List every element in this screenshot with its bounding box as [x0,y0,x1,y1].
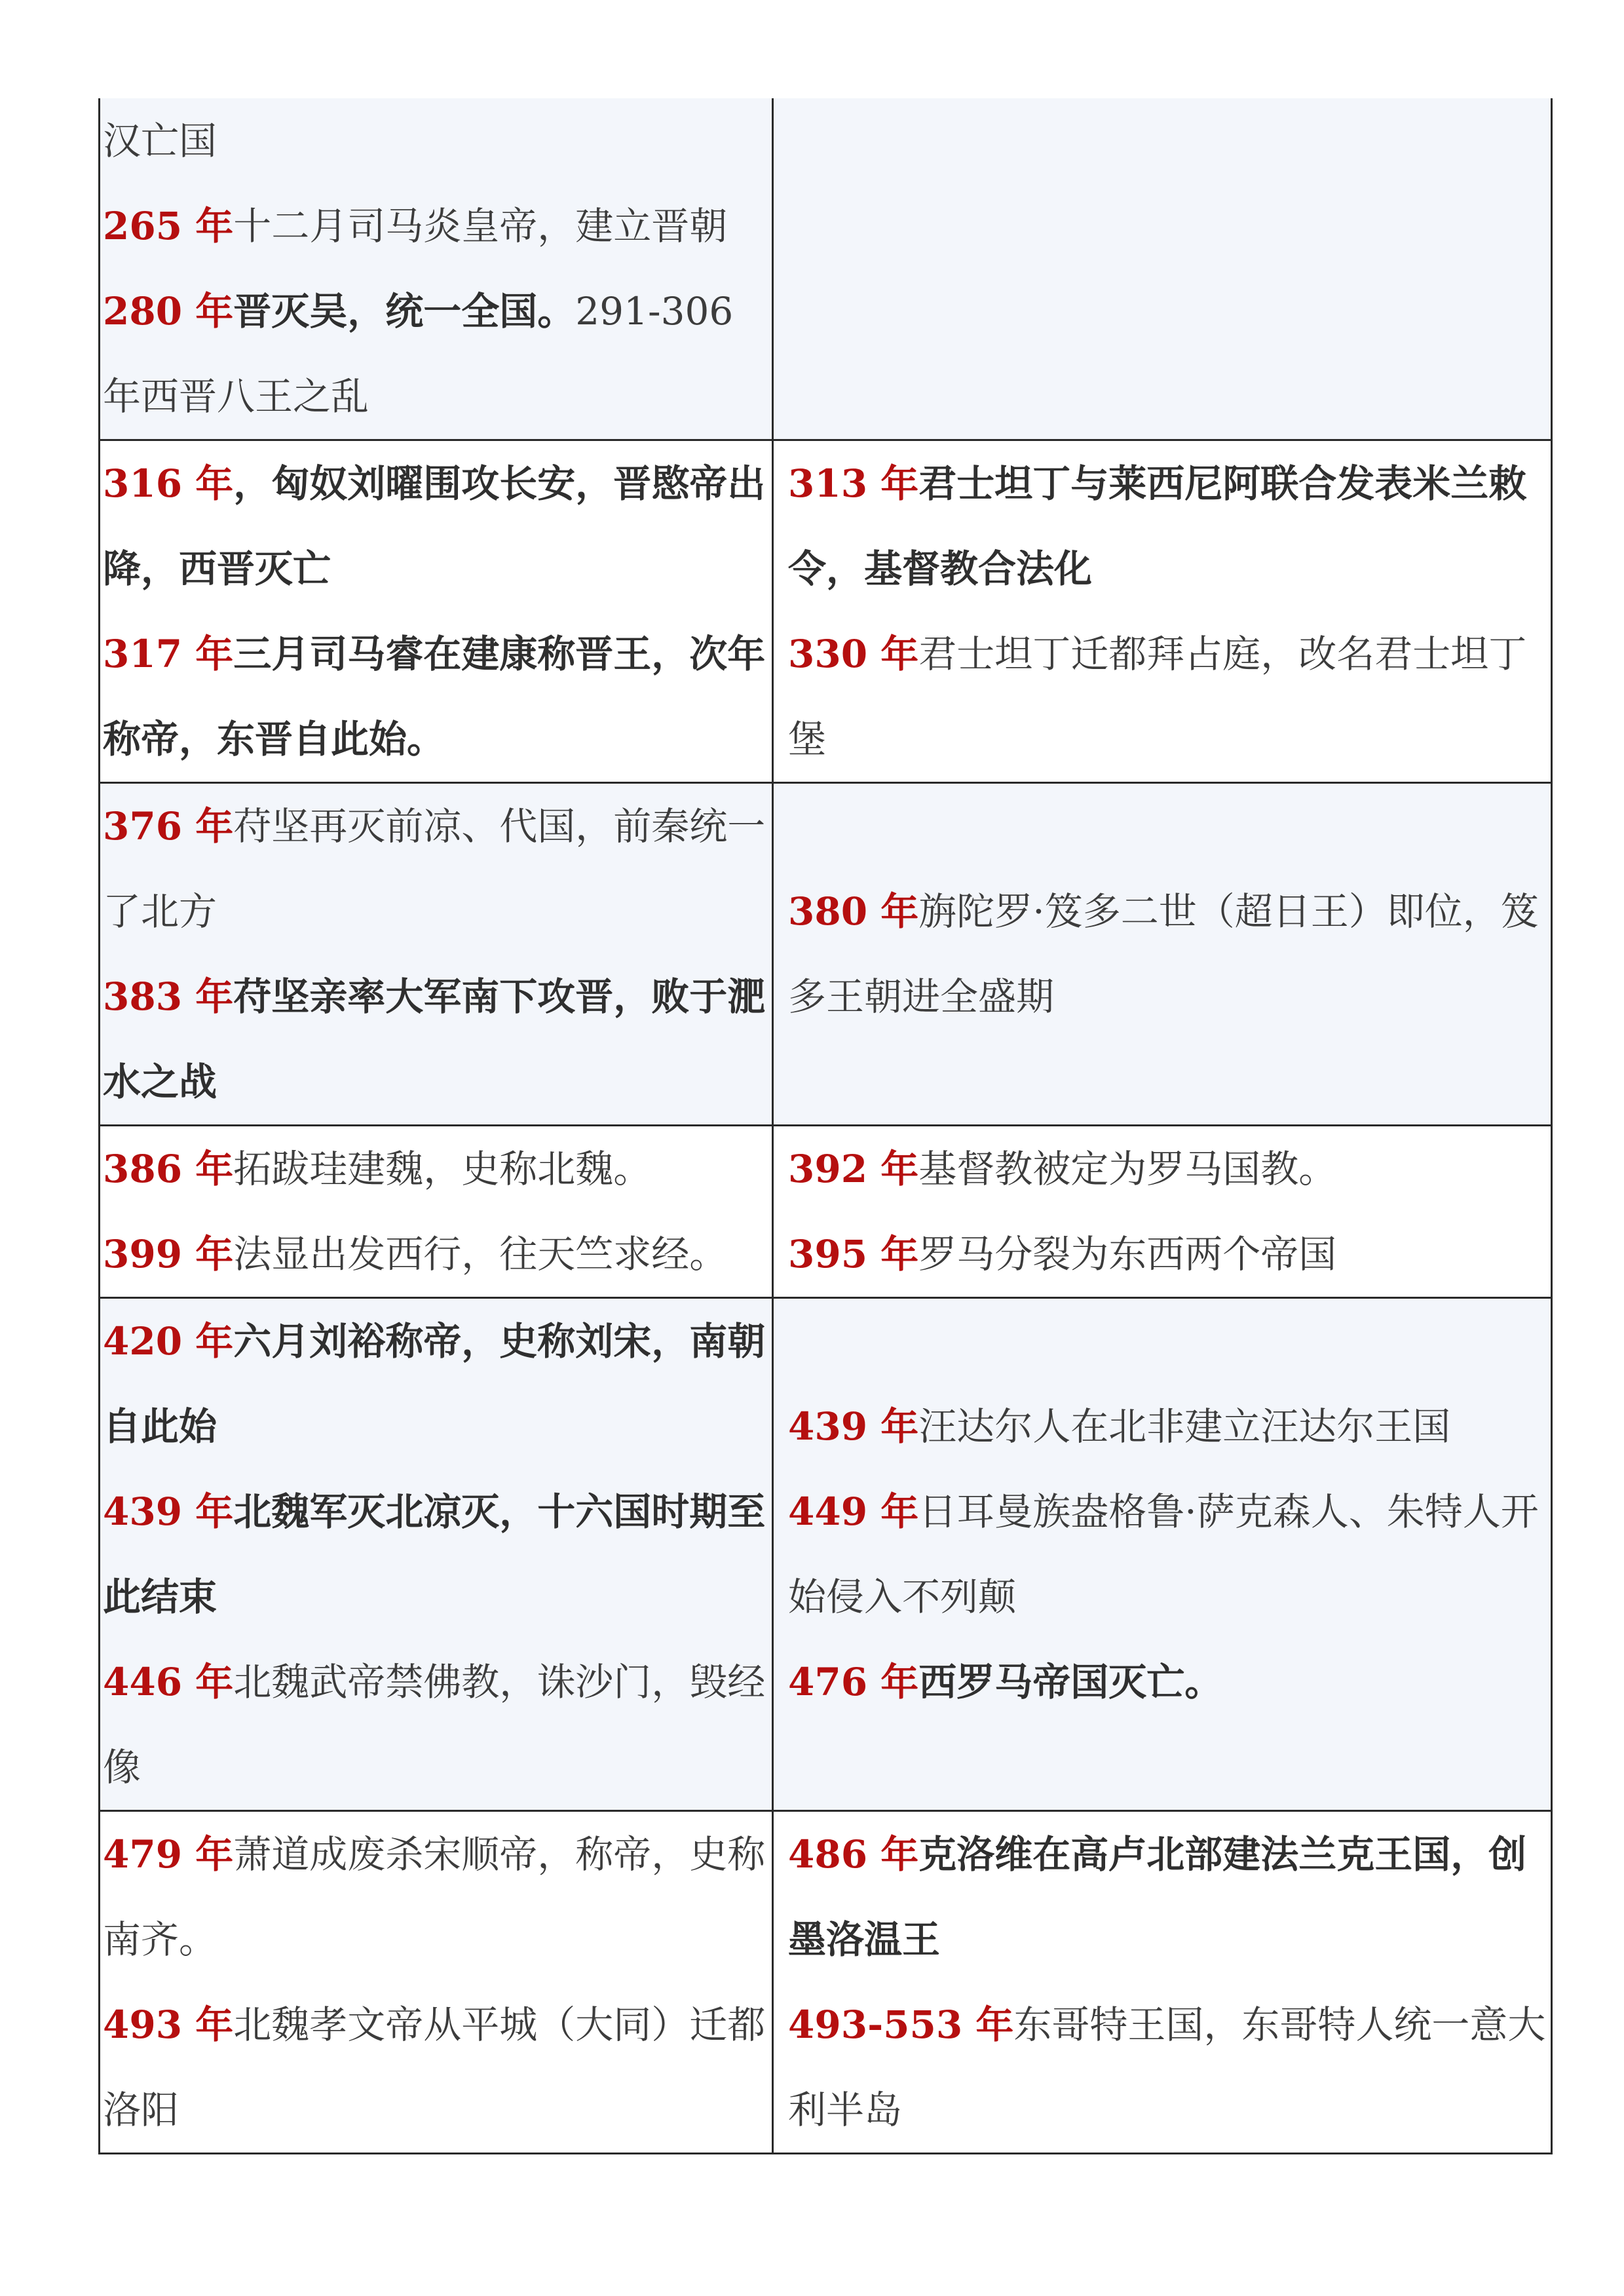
timeline-entry [103,1299,769,1469]
year-label: 493 年 [103,2002,234,2047]
year-label: 446 年 [103,1660,234,1704]
event-text: 晋灭吴，统一全国。 [233,289,576,334]
event-text: 拓跋珪建魏，史称北魏。 [233,1147,652,1191]
table-row [100,1126,1552,1298]
year-label: 439 年 [788,1404,919,1449]
event-text: 北魏武帝禁佛教，诛沙门，毁经像 [103,1660,766,1789]
event-text: 汉亡国 [103,119,217,163]
timeline-entry [103,1982,769,2152]
year-label: 380 年 [788,889,919,934]
event-text: 三月司马睿在建康称晋王，次年称帝，东晋自此始。 [103,632,766,761]
event-text: 汪达尔人在北非建立汪达尔王国 [918,1404,1451,1449]
timeline-entry [788,1982,1548,2152]
left-cell [100,98,773,440]
event-text: 萧道成废杀宋顺帝，称帝，史称南齐。 [103,1832,766,1962]
event-text: 苻坚再灭前凉、代国，前秦统一了北方 [103,804,766,934]
table-body [100,98,1552,2154]
left-cell [100,440,773,783]
timeline-entry [103,1126,769,1212]
right-cell [773,1811,1552,2154]
year-label: 439 年 [103,1489,234,1534]
event-text: 东哥特王国，东哥特人统一意大利半岛 [788,2002,1546,2132]
timeline-entry [788,441,1548,611]
year-label: 486 年 [788,1832,919,1877]
event-tail-text: 291-306 年西晋八王之乱 [103,289,734,419]
event-text: ，匈奴刘曜围攻长安，晋愍帝出降，西晋灭亡 [103,461,766,591]
event-text: 克洛维在高卢北部建法兰克王国，创墨洛温王 [788,1832,1527,1962]
left-cell [100,783,773,1126]
year-label: 376 年 [103,804,234,849]
event-text: 君士坦丁与莱西尼阿联合发表米兰敕令，基督教合法化 [788,461,1527,591]
year-label: 330 年 [788,632,919,676]
year-label: 265 年 [103,204,234,248]
year-label: 386 年 [103,1147,234,1191]
timeline-entry [788,1812,1548,1982]
year-label: 399 年 [103,1232,234,1276]
left-cell [100,1126,773,1298]
timeline-entry [103,784,769,954]
year-label: 476 年 [788,1660,919,1704]
right-cell [773,783,1552,1126]
timeline-entry [103,1469,769,1639]
timeline-entry [103,1212,769,1297]
timeline-entry [103,1812,769,1982]
event-text: 法显出发西行，往天竺求经。 [233,1232,728,1276]
timeline-entry [103,441,769,611]
table-row [100,98,1552,440]
timeline-entry [103,183,769,269]
timeline-entry [103,611,769,782]
timeline-entry [788,1639,1548,1725]
timeline-entry [103,954,769,1124]
table-row [100,1298,1552,1811]
year-label: 316 年 [103,461,234,506]
year-label: 280 年 [103,289,234,334]
event-text: 十二月司马炎皇帝，建立晋朝 [233,204,728,248]
table-row [100,440,1552,783]
year-label: 420 年 [103,1319,234,1364]
timeline-entry [103,98,769,183]
year-label: 493-553 年 [788,2002,1014,2047]
timeline-entry [788,1212,1548,1297]
year-label: 395 年 [788,1232,919,1276]
table-row [100,1811,1552,2154]
year-label: 479 年 [103,1832,234,1877]
timeline-entry [103,1639,769,1810]
left-cell [100,1811,773,2154]
right-cell [773,98,1552,440]
event-text: 苻坚亲率大军南下攻晋，败于淝水之战 [103,974,766,1104]
left-cell [100,1298,773,1811]
event-text: 北魏军灭北凉灭，十六国时期至此结束 [103,1489,766,1619]
right-cell [773,1298,1552,1811]
timeline-entry [788,869,1548,1039]
event-text: 六月刘裕称帝，史称刘宋，南朝自此始 [103,1319,766,1449]
event-text: 西罗马帝国灭亡。 [918,1660,1223,1704]
timeline-entry [788,1384,1548,1469]
year-label: 392 年 [788,1147,919,1191]
table-row [100,783,1552,1126]
right-cell [773,1126,1552,1298]
year-label: 449 年 [788,1489,919,1534]
year-label: 317 年 [103,632,234,676]
event-text: 日耳曼族盎格鲁·萨克森人、朱特人开始侵入不列颠 [788,1489,1539,1619]
event-text: 君士坦丁迁都拜占庭，改名君士坦丁堡 [788,632,1527,761]
event-text: 旃陀罗·笈多二世（超日王）即位，笈多王朝进全盛期 [788,889,1539,1019]
timeline-table [98,98,1553,2154]
timeline-entry [103,269,769,439]
timeline-entry [788,1469,1548,1639]
timeline-entry [788,1126,1548,1212]
event-text: 基督教被定为罗马国教。 [918,1147,1337,1191]
event-text: 北魏孝文帝从平城（大同）迁都洛阳 [103,2002,766,2132]
event-text: 罗马分裂为东西两个帝国 [918,1232,1337,1276]
year-label: 383 年 [103,974,234,1019]
year-label: 313 年 [788,461,919,506]
timeline-entry [788,611,1548,782]
right-cell [773,440,1552,783]
